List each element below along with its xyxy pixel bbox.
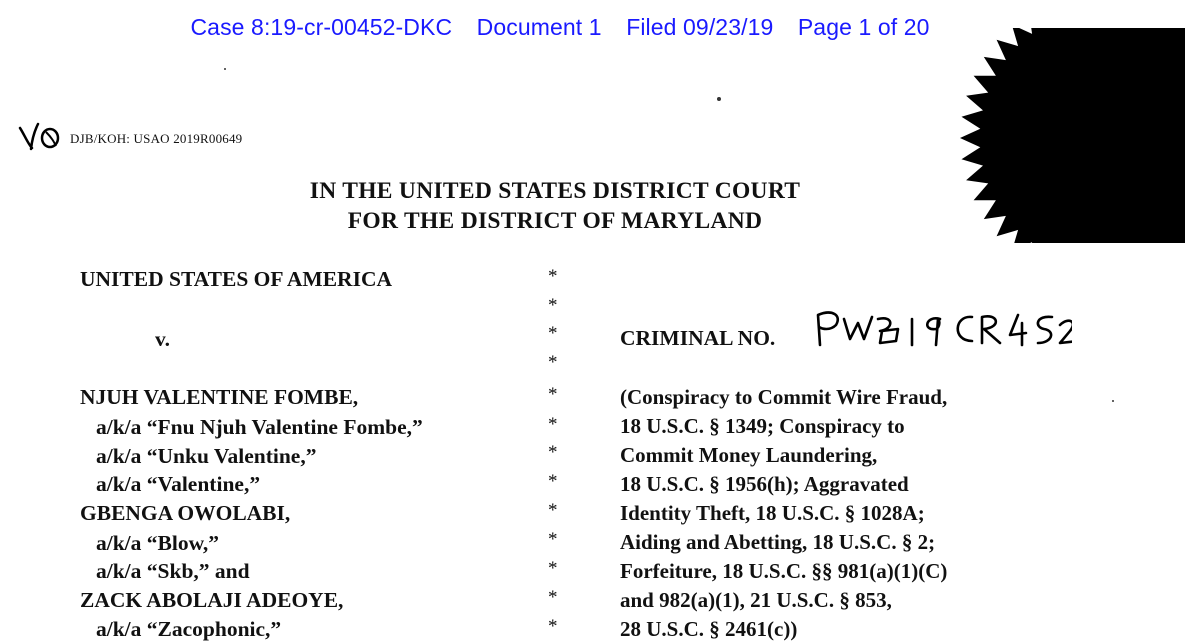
separator-asterisk: * [548,266,558,287]
case-number: Case 8:19-cr-00452-DKC [190,14,453,40]
charge-line: 28 U.S.C. § 2461(c)) [620,617,798,641]
separator-asterisk: * [548,529,558,550]
separator-asterisk: * [548,352,558,373]
separator-asterisk: * [548,295,558,316]
page-count: Page 1 of 20 [797,14,930,40]
separator-asterisk: * [548,558,558,579]
plaintiff-name: UNITED STATES OF AMERICA [80,267,393,291]
charge-line: Aiding and Abetting, 18 U.S.C. § 2; [620,530,936,554]
separator-asterisk: * [548,587,558,608]
charge-line: 18 U.S.C. § 1349; Conspiracy to [620,414,905,438]
defendant-line: NJUH VALENTINE FOMBE, [80,385,359,409]
scan-speck [717,97,721,101]
defendant-alias: a/k/a “Blow,” [96,531,220,555]
handwritten-initials [16,118,68,154]
charge-line: 18 U.S.C. § 1956(h); Aggravated [620,472,909,496]
defendant-alias: a/k/a “Zacophonic,” [96,617,282,641]
separator-asterisk: * [548,616,558,637]
defendant-line: GBENGA OWOLABI, [80,501,291,525]
handwritten-criminal-number [812,305,1072,357]
court-title-line2: FOR THE DISTRICT OF MARYLAND [347,208,763,234]
defendant-line: ZACK ABOLAJI ADEOYE, [80,588,344,612]
court-title-line1: IN THE UNITED STATES DISTRICT COURT [309,178,801,204]
criminal-number-label: CRIMINAL NO. [620,326,776,350]
defendant-alias: a/k/a “Valentine,” [96,472,261,496]
document-number: Document 1 [476,14,602,40]
defendant-alias: a/k/a “Skb,” and [96,559,250,583]
charge-line: Commit Money Laundering, [620,443,878,467]
charge-line: Identity Theft, 18 U.S.C. § 1028A; [620,501,925,525]
defendant-alias: a/k/a “Fnu Njuh Valentine Fombe,” [96,415,423,439]
separator-asterisk: * [548,500,558,521]
charge-line: and 982(a)(1), 21 U.S.C. § 853, [620,588,892,612]
scan-speck [224,68,226,70]
defendant-alias: a/k/a “Unku Valentine,” [96,444,317,468]
charge-line: Forfeiture, 18 U.S.C. §§ 981(a)(1)(C) [620,559,948,583]
versus-label: v. [155,327,170,351]
charge-line: (Conspiracy to Commit Wire Fraud, [620,385,948,409]
separator-asterisk: * [548,471,558,492]
filed-date: Filed 09/23/19 [626,14,774,40]
separator-asterisk: * [548,323,558,344]
separator-asterisk: * [548,384,558,405]
scan-speck [1112,400,1114,402]
separator-asterisk: * [548,414,558,435]
reference-code: DJB/KOH: USAO 2019R00649 [70,131,243,146]
separator-asterisk: * [548,442,558,463]
